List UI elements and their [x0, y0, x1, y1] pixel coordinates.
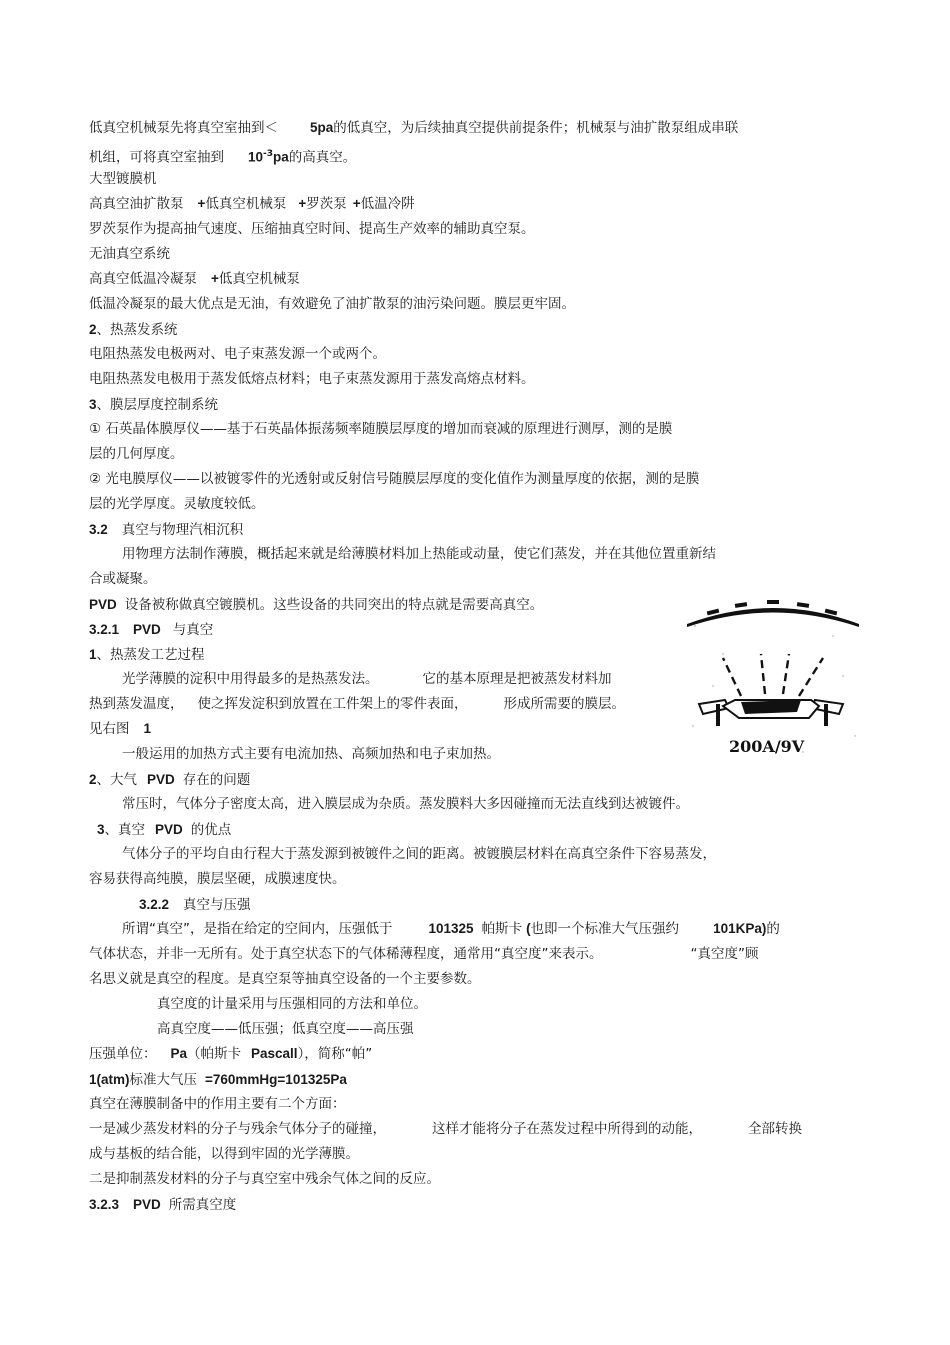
noise-dots	[692, 625, 855, 753]
unit: Pa	[170, 1046, 188, 1061]
acronym: PVD	[133, 622, 161, 637]
text-line	[89, 695, 625, 713]
text: 全部转换	[748, 1121, 802, 1137]
text: 气体状态，并非一无所有。处于真空状态下的气体稀薄程度，通常用“真空度”来表示。	[89, 946, 603, 962]
text: 的高真空。	[288, 149, 357, 166]
text-line	[89, 720, 151, 738]
text: 光学薄膜的淀积中用得最多的是热蒸发法。	[122, 671, 379, 687]
electrode-post	[824, 704, 828, 726]
text-line: 合或凝聚。	[89, 571, 157, 587]
text-line	[122, 920, 780, 938]
text: （帕斯卡	[187, 1046, 242, 1062]
unit: Pascall	[251, 1046, 298, 1061]
number: 3.2.1	[89, 622, 120, 637]
text-line	[89, 596, 543, 614]
text-line	[89, 270, 300, 288]
section-heading	[89, 321, 178, 339]
text: “真空度”顾	[690, 946, 759, 962]
text-line: 容易获得高纯膜，膜层坚硬，成膜速度快。	[89, 871, 346, 887]
text: 这样才能将分子在蒸发过程中所得到的动能，	[432, 1121, 702, 1137]
evaporation-diagram	[683, 596, 863, 762]
text: 帕斯卡	[481, 921, 523, 937]
text: 所需真空度	[168, 1197, 237, 1213]
current-voltage-label: 200A/9V	[729, 737, 805, 756]
acronym: PVD	[155, 822, 183, 837]
exponent: -3	[263, 149, 274, 159]
text: 压强单位：	[89, 1046, 157, 1062]
plus: +	[211, 271, 219, 286]
figure-ref: 1	[143, 721, 152, 736]
text: 机组，可将真空室抽到	[89, 149, 224, 166]
section-heading	[89, 771, 250, 789]
text-line	[122, 670, 612, 688]
text: 它的基本原理是把被蒸发材料加	[422, 671, 612, 687]
evaporation-diagram-drawing	[683, 596, 863, 762]
value: 101325	[428, 921, 474, 936]
heading: 无油真空系统	[89, 246, 170, 262]
text: 见右图	[89, 721, 130, 737]
vapor-streams	[723, 654, 823, 696]
section-heading	[89, 646, 205, 664]
text: 也即一个标准大气压强约	[530, 921, 680, 937]
number: 2	[89, 772, 97, 787]
text: 的低真空，为后续抽真空提供前提条件；机械泵与油扩散泵组成串联	[333, 120, 739, 136]
text-line: 一般运用的加热方式主要有电流加热、高频加热和电子束加热。	[122, 746, 500, 762]
text-line	[89, 1045, 372, 1063]
text-line: 用物理方法制作薄膜，概括起来就是给薄膜材料加上热能或动量，使它们蒸发，并在其他位置重新结	[122, 546, 716, 562]
value: 5pa	[310, 120, 334, 135]
text: 真空与物理汽相沉积	[121, 522, 244, 538]
section-heading	[139, 896, 251, 914]
plus: +	[352, 196, 361, 211]
section-heading	[89, 1196, 236, 1214]
section-heading	[89, 396, 218, 414]
text-line: 名思义就是真空的程度。是真空泵等抽真空设备的一个主要参数。	[89, 971, 481, 987]
section-heading	[89, 521, 243, 539]
value: 101KPa)	[713, 921, 767, 936]
text-line: 常压时，气体分子密度太高，进入膜层成为杂质。蒸发膜料大多因碰撞而无法直线到达被镀件。	[122, 796, 689, 812]
text: 、膜层厚度控制系统	[96, 397, 219, 413]
text: 所谓“真空”，是指在给定的空间内，压强低于	[122, 921, 393, 937]
number: 1	[89, 647, 97, 662]
electrode-post	[716, 704, 720, 726]
text: 的	[766, 921, 780, 937]
number: 3.2.3	[89, 1197, 120, 1212]
heading: 大型镀膜机	[89, 171, 157, 187]
text: 设备被称做真空镀膜机。这些设备的共同突出的特点就是需要高真空。	[124, 597, 544, 613]
text-line	[89, 1071, 347, 1089]
text-line: 层的光学厚度。灵敏度较低。	[89, 496, 265, 512]
text: 罗茨泵	[306, 196, 347, 212]
text-line: 二是抑制蒸发材料的分子与真空室中残余气体之间的反应。	[89, 1171, 440, 1187]
text: 的优点	[190, 822, 232, 838]
value: =760mmHg=101325Pa	[205, 1072, 347, 1087]
text-line: 真空度的计量采用与压强相同的方法和单位。	[157, 996, 427, 1012]
text-line: 罗茨泵作为提高抽气速度、压缩抽真空时间、提高生产效率的辅助真空泵。	[89, 221, 535, 237]
text-line: 高真空度——低压强；低真空度——高压强	[157, 1021, 414, 1037]
text-line	[89, 945, 759, 963]
text-line: 层的几何厚度。	[89, 446, 184, 462]
text: ），简称“帕”	[297, 1046, 373, 1062]
text: 、真空	[104, 822, 146, 838]
unit: pa	[273, 149, 289, 165]
acronym: PVD	[89, 597, 117, 612]
text: 低真空机械泵	[205, 196, 287, 212]
acronym: PVD	[147, 772, 175, 787]
text: 高真空油扩散泵	[89, 196, 184, 212]
text-line: ② 光电膜厚仪——以被镀零件的光透射或反射信号随膜层厚度的变化值作为测量厚度的依据，测的是膜	[89, 471, 700, 487]
text: 形成所需要的膜层。	[503, 696, 625, 712]
value: 10	[248, 149, 264, 165]
value: 1(atm)	[89, 1072, 130, 1087]
number: 3.2.2	[139, 897, 170, 912]
text-line: 电阻热蒸发电极两对、电子束蒸发源一个或两个。	[89, 346, 386, 362]
plus: +	[197, 196, 206, 211]
text-line: 成与基板的结合能，以得到牢固的光学薄膜。	[89, 1146, 359, 1162]
text-line	[89, 145, 356, 167]
text-line: 气体分子的平均自由行程大于蒸发源到被镀件之间的距离。被镀膜层材料在高真空条件下容易蒸发，	[122, 846, 716, 862]
text-line	[89, 1120, 802, 1138]
plus: +	[298, 196, 307, 211]
text: 真空与压强	[183, 897, 251, 913]
number: 2	[89, 322, 97, 337]
text-line: 低温冷凝泵的最大优点是无油，有效避免了油扩散泵的油污染问题。膜层更牢固。	[89, 296, 575, 312]
text: 热到蒸发温度，	[89, 696, 184, 712]
section-heading	[97, 821, 231, 839]
number: 3.2	[89, 522, 108, 537]
text: 一是减少蒸发材料的分子与残余气体分子的碰撞，	[89, 1121, 386, 1137]
text: 、热蒸发系统	[96, 322, 178, 338]
text: 存在的问题	[182, 772, 251, 788]
acronym: PVD	[133, 1197, 161, 1212]
number: 3	[97, 822, 105, 837]
section-heading	[89, 621, 213, 639]
text: 低温冷阱	[360, 196, 415, 212]
text: 与真空	[172, 622, 214, 638]
text: 低真空机械泵先将真空室抽到＜	[89, 120, 278, 136]
text-line	[89, 119, 738, 137]
text: 高真空低温冷凝泵	[89, 271, 197, 287]
text-line: 真空在薄膜制备中的作用主要有二个方面：	[89, 1096, 346, 1112]
text: 使之挥发淀积到放置在工件架上的零件表面，	[197, 696, 468, 712]
evaporant-material	[741, 700, 801, 714]
text-line: 电阻热蒸发电极用于蒸发低熔点材料；电子束蒸发源用于蒸发高熔点材料。	[89, 371, 535, 387]
text: 低真空机械泵	[218, 271, 300, 287]
text-line: ① 石英晶体膜厚仪——基于石英晶体振荡频率随膜层厚度的增加而衰减的原理进行测厚，测的是膜	[89, 421, 673, 437]
text: 标准大气压	[129, 1072, 198, 1088]
paren: (	[526, 921, 531, 936]
text: 、大气	[96, 772, 138, 788]
text-line	[89, 195, 415, 213]
text: 、热蒸发工艺过程	[96, 647, 205, 663]
number: 3	[89, 397, 97, 412]
